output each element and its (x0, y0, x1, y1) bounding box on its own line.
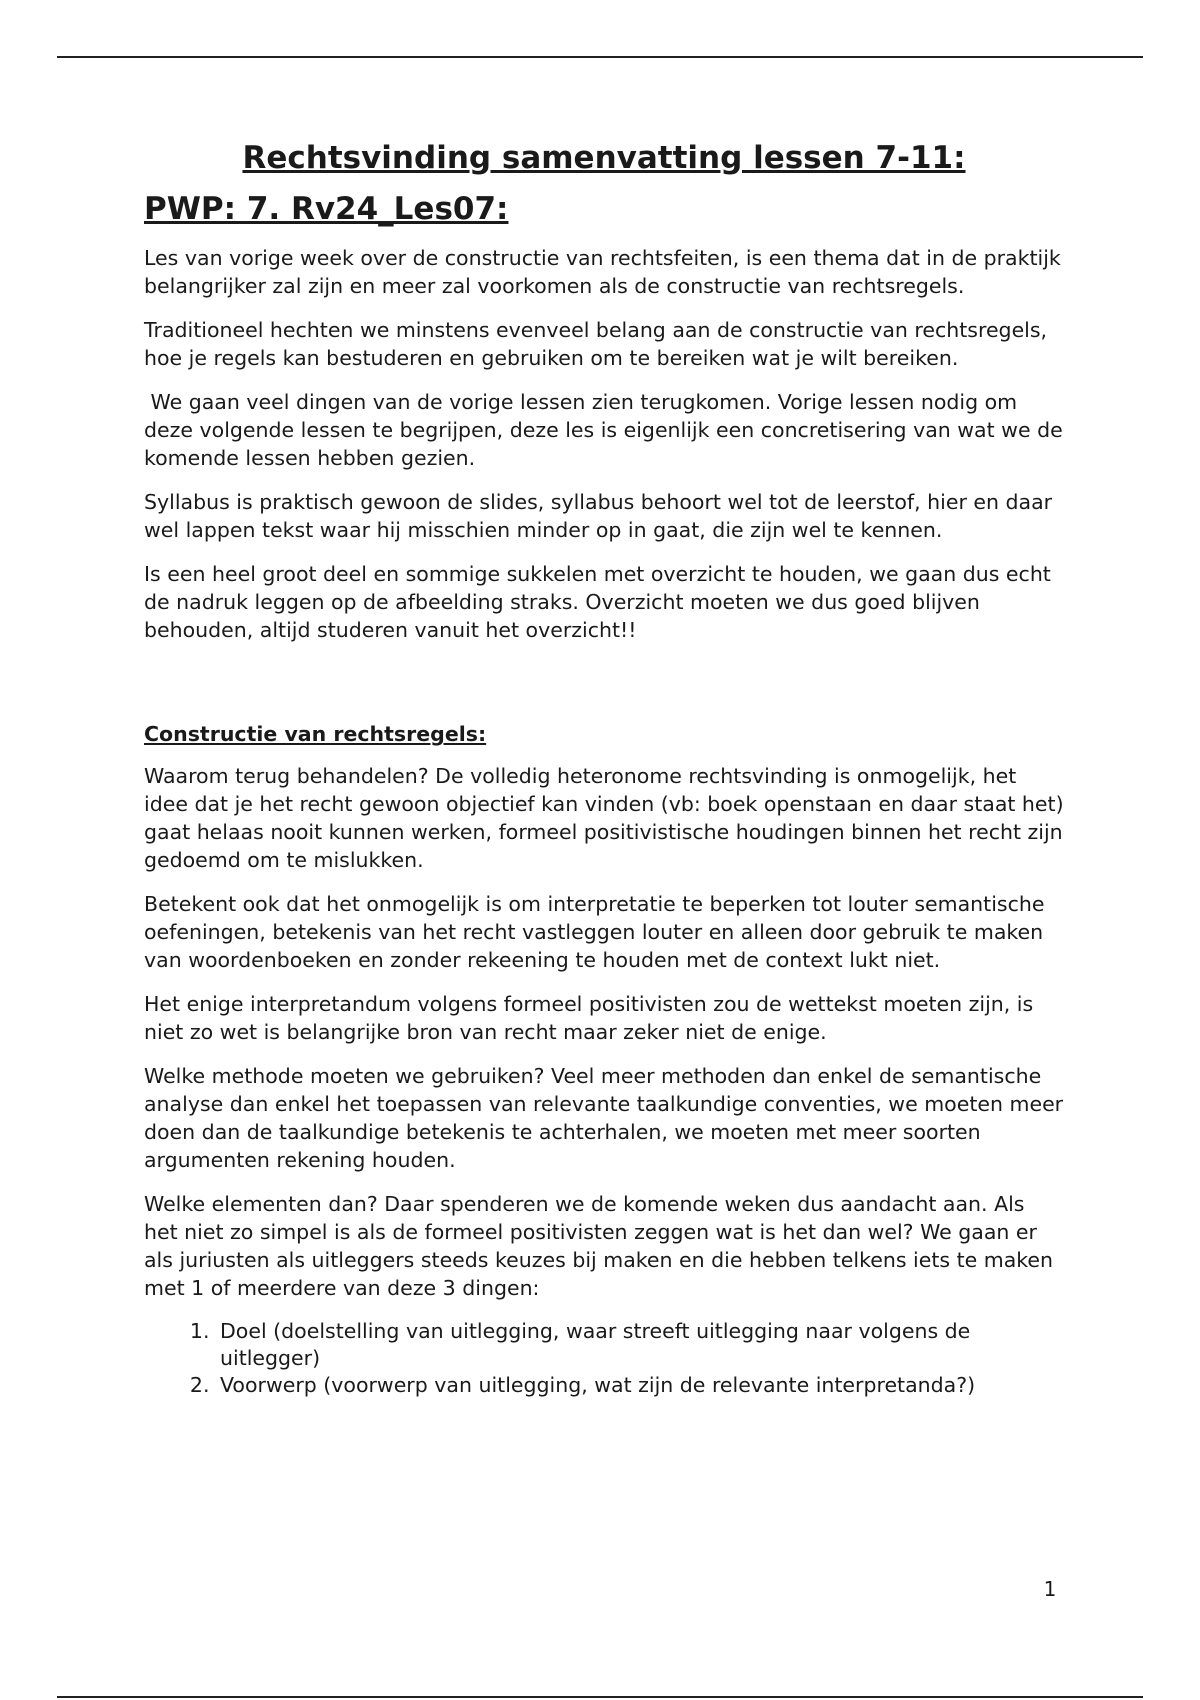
spacer (144, 660, 1064, 720)
numbered-list (144, 1318, 1064, 1399)
body-paragraph-2: Betekent ook dat het onmogelijk is om interpretatie te beperken tot louter semantische oefeningen, betekenis van het recht vastleggen louter en alleen door gebruik te maken van woordenboeken en zonder rekeening te houden met de context lukt niet. (144, 892, 1045, 973)
body-paragraph-4: Welke methode moeten we gebruiken? Veel meer methoden dan enkel de semantische analyse dan enkel het toepassen van relevante taalkundige conventies, we moeten meer doen dan de taalkundige betekenis te achterhalen, we moeten met meer soorten argumenten rekening houden. (144, 1064, 1064, 1173)
body-paragraph-1: Waarom terug behandelen? De volledig heteronome rechtsvinding is onmogelijk, het idee dat je het recht gewoon objectief kan vinden (vb: boek openstaan en daar staat het) gaat helaas nooit kunnen werken, formeel positivistische houdingen binnen het recht zijn gedoemd om te mislukken. (144, 764, 1064, 873)
intro-paragraph-4: Syllabus is praktisch gewoon de slides, syllabus behoort wel tot de leerstof, hier en daar wel lappen tekst waar hij misschien minder op in gaat, die zijn wel te kennen. (144, 490, 1053, 543)
intro-paragraph-1: Les van vorige week over de constructie van rechtsfeiten, is een thema dat in de praktijk belangrijker zal zijn en meer zal voorkomen als de constructie van rechtsregels. (144, 246, 1061, 299)
section-heading: PWP: 7. Rv24_Les07: (144, 191, 509, 228)
header-rule (57, 56, 1143, 58)
body-paragraph-3: Het enige interpretandum volgens formeel positivisten zou de wettekst moeten zijn, is niet zo wet is belangrijke bron van recht maar zeker niet de enige. (144, 992, 1034, 1045)
subheading: Constructie van rechtsregels: (144, 722, 487, 747)
footer-rule (57, 1696, 1143, 1698)
page-number: 1 (1043, 1577, 1057, 1601)
intro-paragraph-2: Traditioneel hechten we minstens evenveel belang aan de constructie van rechtsregels, hoe je regels kan bestuderen en gebruiken om te bereiken wat je wilt bereiken. (144, 318, 1048, 371)
document-title: Rechtsvinding samenvatting lessen 7-11: (242, 140, 966, 176)
document-body (144, 140, 1070, 1399)
intro-paragraph-3: We gaan veel dingen van de vorige lessen zien terugkomen. Vorige lessen nodig om deze volgende lessen te begrijpen, deze les is eigenlijk een concretisering van wat we de komende lessen hebben gezien. (144, 390, 1070, 471)
body-paragraph-5: Welke elementen dan? Daar spenderen we de komende weken dus aandacht aan. Als het niet zo simpel is als de formeel positivisten zeggen wat is het dan wel? We gaan er als juriusten als uitleggers steeds keuzes bij maken en die hebben telkens iets te maken met 1 of meerdere van deze 3 dingen: (144, 1192, 1054, 1301)
intro-paragraph-5: Is een heel groot deel en sommige sukkelen met overzicht te houden, we gaan dus echt de nadruk leggen op de afbeelding straks. Overzicht moeten we dus goed blijven behouden, altijd studeren vanuit het overzicht!! (144, 562, 1051, 643)
list-item: 2. Voorwerp (voorwerp van uitlegging, wat zijn de relevante interpretanda?) (216, 1372, 1064, 1399)
list-item: 1. Doel (doelstelling van uitlegging, waar streeft uitlegging naar volgens de uitlegger) (216, 1318, 1064, 1372)
